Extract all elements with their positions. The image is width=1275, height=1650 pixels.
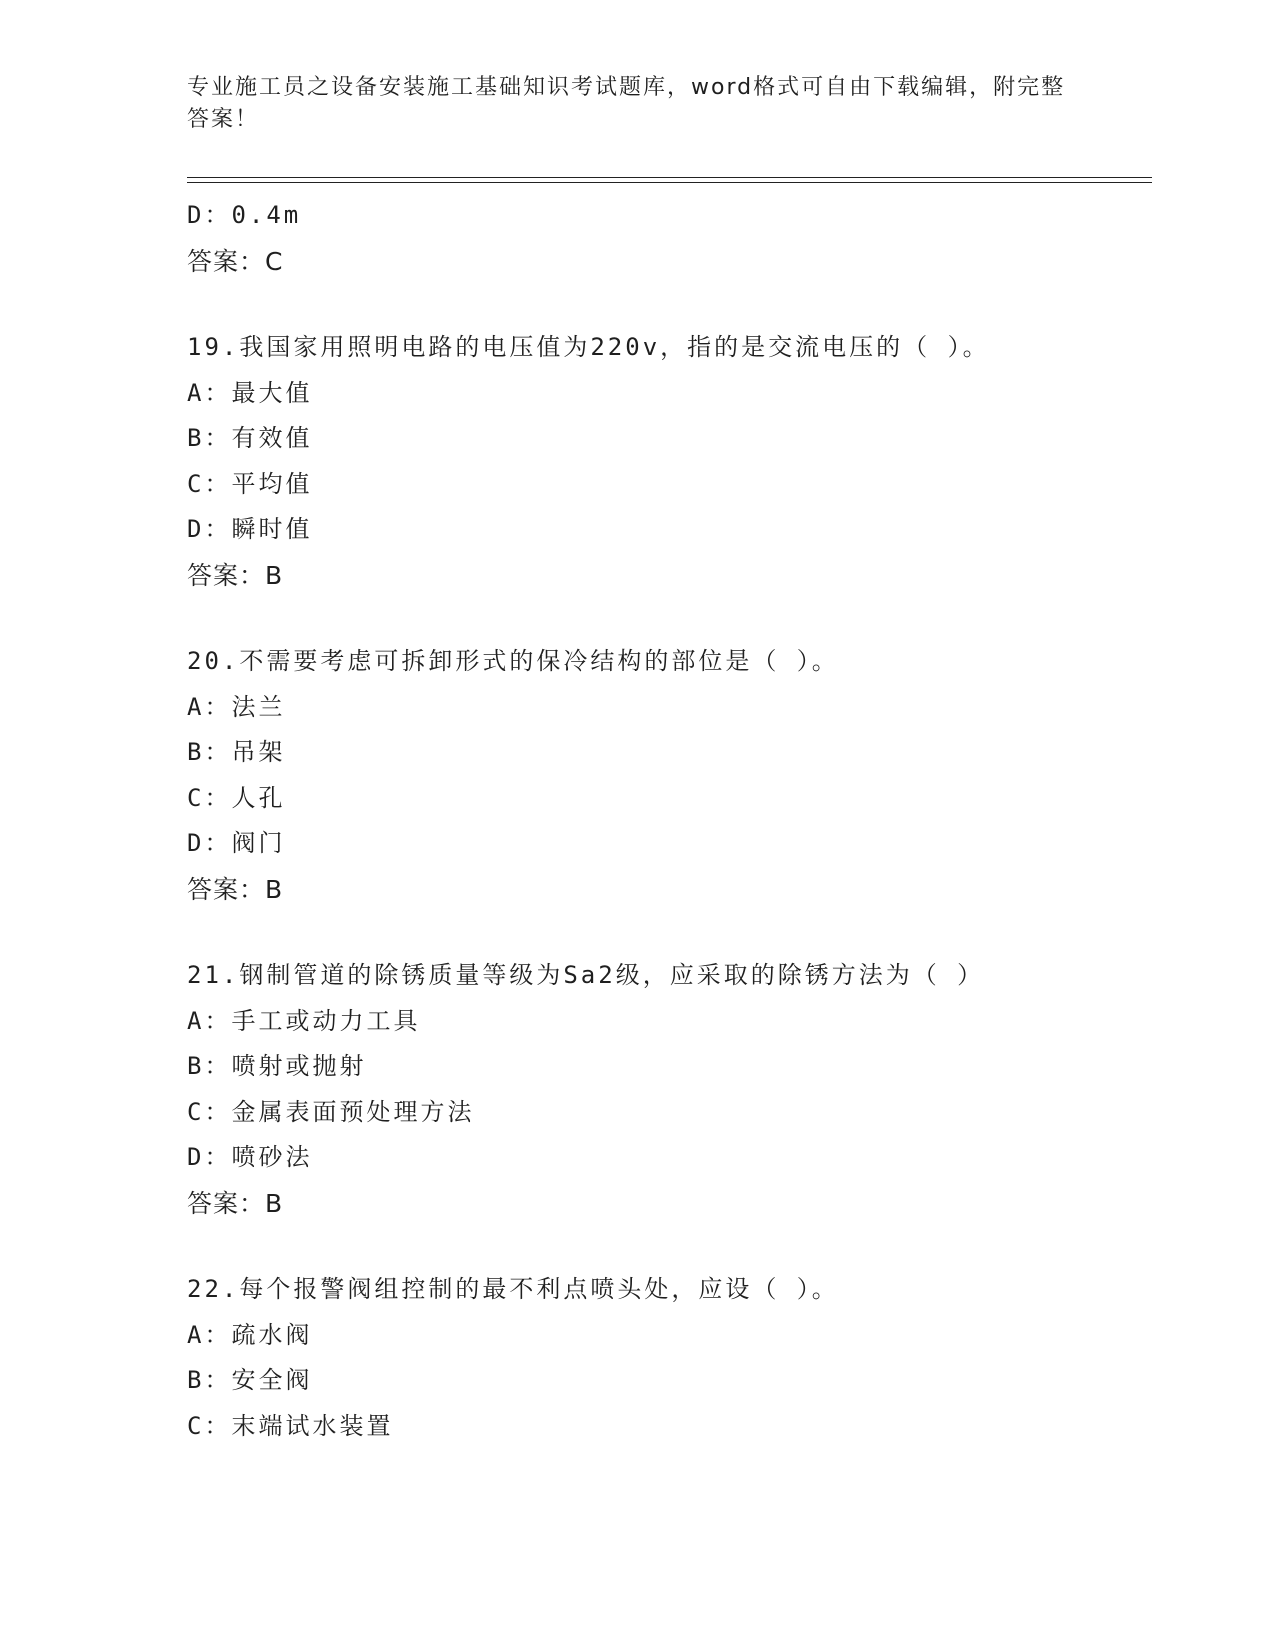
header-divider-top (187, 177, 1152, 178)
option-a: A：疏水阀 (187, 1320, 313, 1349)
spacer (187, 912, 1147, 953)
question-stem: 21.钢制管道的除锈质量等级为Sa2级，应采取的除锈方法为（ ） (187, 961, 985, 989)
option-a: A：手工或动力工具 (187, 1006, 421, 1035)
answer: 答案：B (187, 1188, 284, 1218)
option-c: C：末端试水装置 (187, 1411, 394, 1440)
answer: 答案：B (187, 560, 284, 590)
spacer (187, 598, 1147, 639)
spacer (187, 1226, 1147, 1267)
option-c: C：金属表面预处理方法 (187, 1097, 475, 1126)
option-b: B：喷射或抛射 (187, 1052, 367, 1080)
question-stem: 22.每个报警阀组控制的最不利点喷头处，应设（ ）。 (187, 1275, 839, 1303)
question-list (187, 193, 1147, 1449)
option-b: B：有效值 (187, 424, 313, 452)
answer: 答案：B (187, 874, 284, 904)
option-a: A：最大值 (187, 378, 313, 407)
option-d: D：喷砂法 (187, 1143, 313, 1171)
answer: 答案：C (187, 246, 284, 276)
option-d: D：阀门 (187, 829, 286, 857)
spacer (187, 284, 1147, 325)
question-stem: 20.不需要考虑可拆卸形式的保冷结构的部位是（ ）。 (187, 647, 839, 675)
option-c: C：平均值 (187, 469, 313, 498)
option-b: B：安全阀 (187, 1366, 313, 1394)
option-a: A：法兰 (187, 692, 286, 721)
header-divider-bottom (187, 182, 1152, 183)
option-b: B：吊架 (187, 738, 286, 766)
question-stem: 19.我国家用照明电路的电压值为220v，指的是交流电压的（ ）。 (187, 333, 990, 361)
document-header: 专业施工员之设备安装施工基础知识考试题库，word格式可自由下载编辑，附完整答案！ (187, 75, 1066, 132)
option-d: D：瞬时值 (187, 515, 313, 543)
option-c: C：人孔 (187, 783, 286, 812)
option-d: D：0.4m (187, 201, 302, 229)
